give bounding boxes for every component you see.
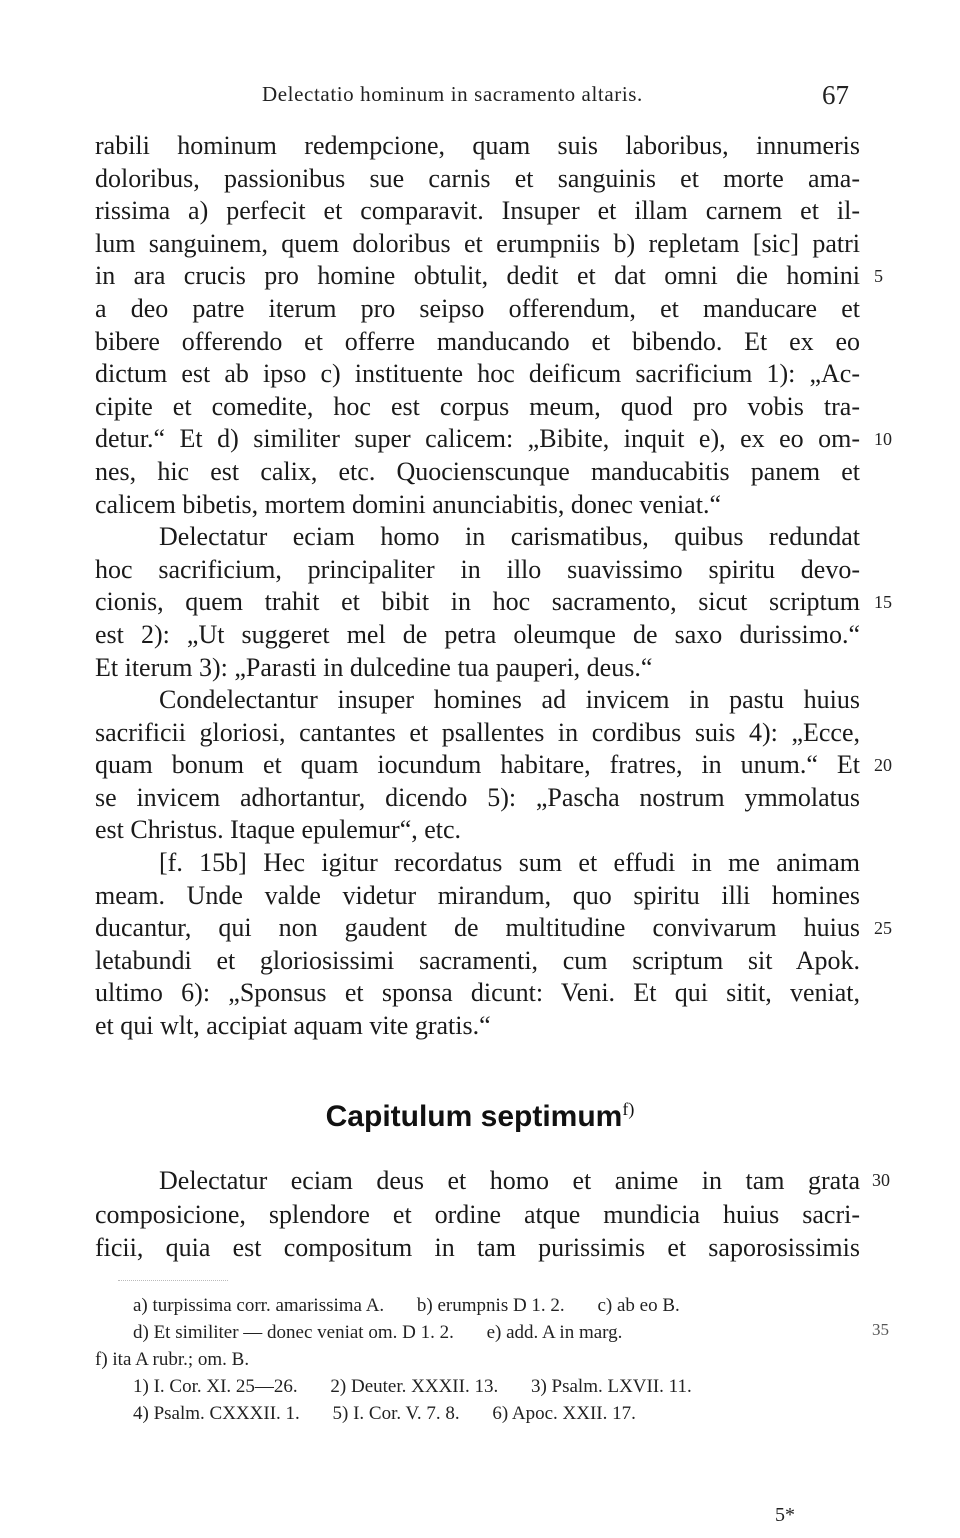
text-line: rissima a) perfecit et comparavit. Insuper et illam carnem et il- xyxy=(95,196,860,226)
text-line: Condelectantur insuper homines ad invicem in pastu huius xyxy=(159,685,860,715)
footnote-divider xyxy=(118,1280,228,1281)
line-number: 15 xyxy=(874,592,892,612)
footnote: c) ab eo B. xyxy=(597,1295,680,1316)
footnotes xyxy=(95,1292,865,1427)
line-number: 30 xyxy=(872,1170,890,1190)
footnote: a) turpissima corr. amarissima A. xyxy=(133,1295,385,1316)
line-number: 35 xyxy=(872,1320,889,1339)
footnote-line xyxy=(95,1292,865,1319)
footnote: 1) I. Cor. XI. 25—26. xyxy=(133,1376,298,1397)
text-line: Et iterum 3): „Parasti in dulcedine tua pauperi, deus.“ xyxy=(95,652,653,682)
text-line: dictum est ab ipso c) instituente hoc deificum sacrificium 1): „Ac- xyxy=(95,359,860,389)
text-line: se invicem adhortantur, dicendo 5): „Pascha nostrum ymmolatus xyxy=(95,782,860,812)
text-line: et qui wlt, accipiat aquam vite gratis.“ xyxy=(95,1011,491,1041)
chapter-heading xyxy=(0,1100,960,1134)
footnote: f) ita A rubr.; om. B. xyxy=(95,1349,250,1370)
footnote-line xyxy=(95,1319,865,1346)
text-line: nes, hic est calix, etc. Quocienscunque manducabitis panem et xyxy=(95,456,860,486)
text-line: ducantur, qui non gaudent de multitudine convivarum huius xyxy=(95,913,860,943)
text-line: detur.“ Et d) similiter super calicem: „Bibite, inquit e), ex eo om- xyxy=(95,424,860,454)
footnote: 5) I. Cor. V. 7. 8. xyxy=(332,1403,460,1424)
footnote-line xyxy=(95,1373,865,1400)
text-line: hoc sacrificium, principaliter in illo suavissimo spiritu devo- xyxy=(95,554,860,584)
running-title: Delectatio hominum in sacramento altaris. xyxy=(262,82,643,106)
signature-mark: 5* xyxy=(775,1504,795,1526)
text-line: meam. Unde valde videtur mirandum, quo spiritu illi homines xyxy=(95,880,860,910)
footnote: 6) Apoc. XXII. 17. xyxy=(492,1403,636,1424)
footnote: 3) Psalm. LXVII. 11. xyxy=(530,1376,692,1397)
chapter-text xyxy=(95,1164,860,1265)
text-line: calicem bibetis, mortem domini anunciabitis, donec veniat.“ xyxy=(95,489,721,519)
text-line: Delectatur eciam homo in carismatibus, quibus redundat xyxy=(159,522,860,552)
footnote: b) erumpnis D 1. 2. xyxy=(416,1295,565,1316)
text-line: in ara crucis pro homine obtulit, dedit et dat omni die homini xyxy=(95,261,860,291)
text-line: sacrificii gloriosi, cantantes et psallentes in cordibus suis 4): „Ecce, xyxy=(95,717,860,747)
footnote: d) Et similiter — donec veniat om. D 1. 2. xyxy=(133,1322,454,1343)
text-line: est 2): „Ut suggeret mel de petra oleumque de saxo durissimo.“ xyxy=(95,619,860,649)
text-line: ultimo 6): „Sponsus et sponsa dicunt: Veni. Et qui sitit, veniat, xyxy=(95,978,860,1008)
text-line: cionis, quem trahit et bibit in hoc sacramento, sicut scriptum xyxy=(95,587,860,617)
footnote-line xyxy=(95,1400,865,1427)
footnote: 2) Deuter. XXXII. 13. xyxy=(330,1376,499,1397)
text-line: bibere offerendo et offerre manducando et bibendo. Et ex eo xyxy=(95,326,860,356)
main-text xyxy=(95,130,860,1043)
chapter-title: Capitulum septimum xyxy=(325,1100,623,1133)
text-line: a deo patre iterum pro seipso offerendum, et manducare et xyxy=(95,293,860,323)
text-line: rabili hominum redempcione, quam suis laboribus, innumeris xyxy=(95,131,860,160)
text-line: quam bonum et quam iocundum habitare, fratres, in unum.“ Et xyxy=(95,750,860,780)
text-line: letabundi et gloriosissimi sacramenti, cum scriptum sit Apok. xyxy=(95,945,860,975)
footnote-line xyxy=(95,1346,865,1373)
text-line: lum sanguinem, quem doloribus et erumpniis b) repletam [sic] patri xyxy=(95,228,860,258)
text-line: [f. 15b] Hec igitur recordatus sum et effudi in me animam xyxy=(159,848,860,878)
line-number: 10 xyxy=(874,429,892,449)
footnote: 4) Psalm. CXXXII. 1. xyxy=(133,1403,300,1424)
page-number: 67 xyxy=(822,80,849,110)
text-line: ficii, quia est compositum in tam purissimis et saporosissimis xyxy=(95,1233,860,1262)
text-line: est Christus. Itaque epulemur“, etc. xyxy=(95,815,462,845)
footnote: e) add. A in marg. xyxy=(486,1322,623,1343)
line-number: 25 xyxy=(874,918,892,938)
chapter-note-mark: f) xyxy=(622,1099,635,1119)
text-line: Delectatur eciam deus et homo et anime in tam grata xyxy=(159,1166,860,1195)
text-line: cipite et comedite, hoc est corpus meum, quod pro vobis tra- xyxy=(95,391,860,421)
line-number: 20 xyxy=(874,755,892,775)
text-line: composicione, splendore et ordine atque mundicia huius sacri- xyxy=(95,1199,860,1229)
line-number: 5 xyxy=(874,266,883,286)
text-line: doloribus, passionibus sue carnis et sanguinis et morte ama- xyxy=(95,163,860,193)
